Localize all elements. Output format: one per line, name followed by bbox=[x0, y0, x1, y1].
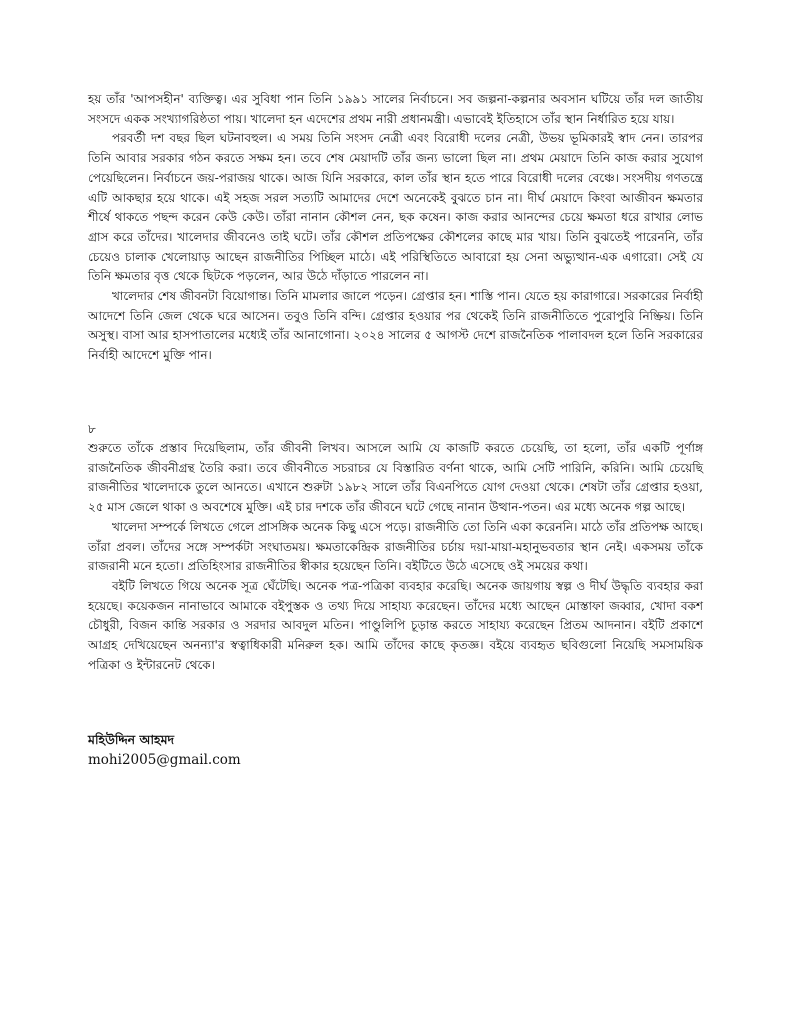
paragraph: খালেদার শেষ জীবনটা বিয়োগান্ত। তিনি মামলার জালে পড়েন। গ্রেপ্তার হন। শাস্তি পান। যেতে হয় কারাগারে। সরকারের নির্বাহী আদেশে তিনি জেল থেকে ঘরে আসেন। তবুও তিনি বন্দি। গ্রেপ্তার হওয়ার পর থেকেই তিনি রাজনীতিতে পুরোপুরি নিষ্ক্রিয়। তিনি অসুস্থ। বাসা আর হাসপাতালের মধ্যেই তাঁর আনাগোনা। ২০২৪ সালের ৫ আগস্ট দেশে রাজনৈতিক পালাবদল হলে তিনি সরকারের নির্বাহী আদেশে মুক্তি পান। bbox=[88, 289, 703, 363]
text-section-1 bbox=[88, 90, 703, 366]
author-name: মহিউদ্দিন আহমদ bbox=[88, 732, 175, 747]
paragraph: হয় তাঁর 'আপসহীন' ব্যক্তিত্ব। এর সুবিধা পান তিনি ১৯৯১ সালের নির্বাচনে। সব জল্পনা-কল্পনার অবসান ঘটিয়ে তাঁর দল জাতীয় সংসদে একক সংখ্যাগরিষ্ঠতা পায়। খালেদা হন এদেশের প্রথম নারী প্রধানমন্ত্রী। এভাবেই ইতিহাসে তাঁর স্থান নির্ধারিত হয়ে যায়। bbox=[88, 92, 703, 126]
section-number: ৮ bbox=[88, 422, 96, 436]
author-email: mohi2005@gmail.com bbox=[88, 752, 241, 768]
text-section-2 bbox=[88, 420, 703, 675]
paragraph: পরবর্তী দশ বছর ছিল ঘটনাবহুল। এ সময় তিনি সংসদ নেত্রী এবং বিরোধী দলের নেত্রী, উভয় ভূমিকারই স্বাদ নেন। তারপর তিনি আবার সরকার গঠন করতে সক্ষম হন। তবে শেষ মেয়াদটি তাঁর জন্য ভালো ছিল না। প্রথম মেয়াদে তিনি কাজ করার সুযোগ পেয়েছিলেন। নির্বাচনে জয়-পরাজয় থাকে। আজ যিনি সরকারে, কাল তাঁর স্থান হতে পারে বিরোধী দলের বেঞ্চে। সংসদীয় গণতন্ত্রে এটি আকছার হয়ে থাকে। এই সহজ সরল সত্যটি আমাদের দেশে অনেকেই বুঝতে চান না। দীর্ঘ মেয়াদে কিংবা আজীবন ক্ষমতার শীর্ষে থাকতে পছন্দ করেন কেউ কেউ। তাঁরা নানান কৌশল নেন, ছক কষেন। কাজ করার আনন্দের চেয়ে ক্ষমতা ধরে রাখার লোভ গ্রাস করে তাঁদের। খালেদার জীবনেও তাই ঘটে। তাঁর কৌশল প্রতিপক্ষের কৌশলের কাছে মার খায়। তিনি বুঝতেই পারেননি, তাঁর চেয়েও চালাক খেলোয়াড় আছেন রাজনীতির পিচ্ছিল মাঠে। এই পরিস্থিতিতে আবারো হয় সেনা অভ্যুত্থান-এক এগারো। সেই যে তিনি ক্ষমতার বৃত্ত থেকে ছিটকে পড়লেন, আর উঠে দাঁড়াতে পারলেন না। bbox=[88, 131, 703, 284]
paragraph: শুরুতে তাঁকে প্রস্তাব দিয়েছিলাম, তাঁর জীবনী লিখব। আসলে আমি যে কাজটি করতে চেয়েছি, তা হলো, তাঁর একটি পূর্ণাঙ্গ রাজনৈতিক জীবনীগ্রন্থ তৈরি করা। তবে জীবনীতে সচরাচর যে বিস্তারিত বর্ণনা থাকে, আমি সেটি পারিনি, করিনি। আমি চেয়েছি রাজনীতির খালেদাকে তুলে আনতে। এখানে শুরুটা ১৯৮২ সালে তাঁর বিএনপিতে যোগ দেওয়া থেকে। শেষটা তাঁর গ্রেপ্তার হওয়া, ২৫ মাস জেলে থাকা ও অবশেষে মুক্তি। এই চার দশকে তাঁর জীবনে ঘটে গেছে নানান উত্থান-পতন। এর মধ্যে অনেক গল্প আছে। bbox=[88, 441, 703, 515]
paragraph: খালেদা সম্পর্কে লিখতে গেলে প্রাসঙ্গিক অনেক কিছু এসে পড়ে। রাজনীতি তো তিনি একা করেননি। মাঠে তাঁর প্রতিপক্ষ আছে। তাঁরা প্রবল। তাঁদের সঙ্গে সম্পর্কটা সংঘাতময়। ক্ষমতাকেন্দ্রিক রাজনীতির চর্চায় দয়া-মায়া-মহানুভবতার স্থান নেই। একসময় তাঁকে রাজরানী মনে হতো। প্রতিহিংসার রাজনীতির স্বীকার হয়েছেন তিনি। বইটিতে উঠে এসেছে ওই সময়ের কথা। bbox=[88, 519, 703, 574]
signature-block bbox=[88, 730, 703, 770]
paragraph: বইটি লিখতে গিয়ে অনেক সূত্র ঘেঁটেছি। অনেক পত্র-পত্রিকা ব্যবহার করেছি। অনেক জায়গায় স্বল্প ও দীর্ঘ উদ্ধৃতি ব্যবহার করা হয়েছে। কয়েকজন নানাভাবে আমাকে বইপুস্তক ও তথ্য দিয়ে সাহায্য করেছেন। তাঁদের মধ্যে আছেন মোস্তাফা জব্বার, খোদা বকশ চৌধুরী, বিজন কান্তি সরকার ও সরদার আবদুল মতিন। পাণ্ডুলিপি চূড়ান্ত করতে সাহায্য করেছেন প্রিতম আদনান। বইটি প্রকাশে আগ্রহ দেখিয়েছেন অনন্যা'র স্বত্বাধিকারী মনিরুল হক। আমি তাঁদের কাছে কৃতজ্ঞ। বইয়ে ব্যবহৃত ছবিগুলো নিয়েছি সমসাময়িক পত্রিকা ও ইন্টারনেট থেকে। bbox=[88, 578, 703, 672]
